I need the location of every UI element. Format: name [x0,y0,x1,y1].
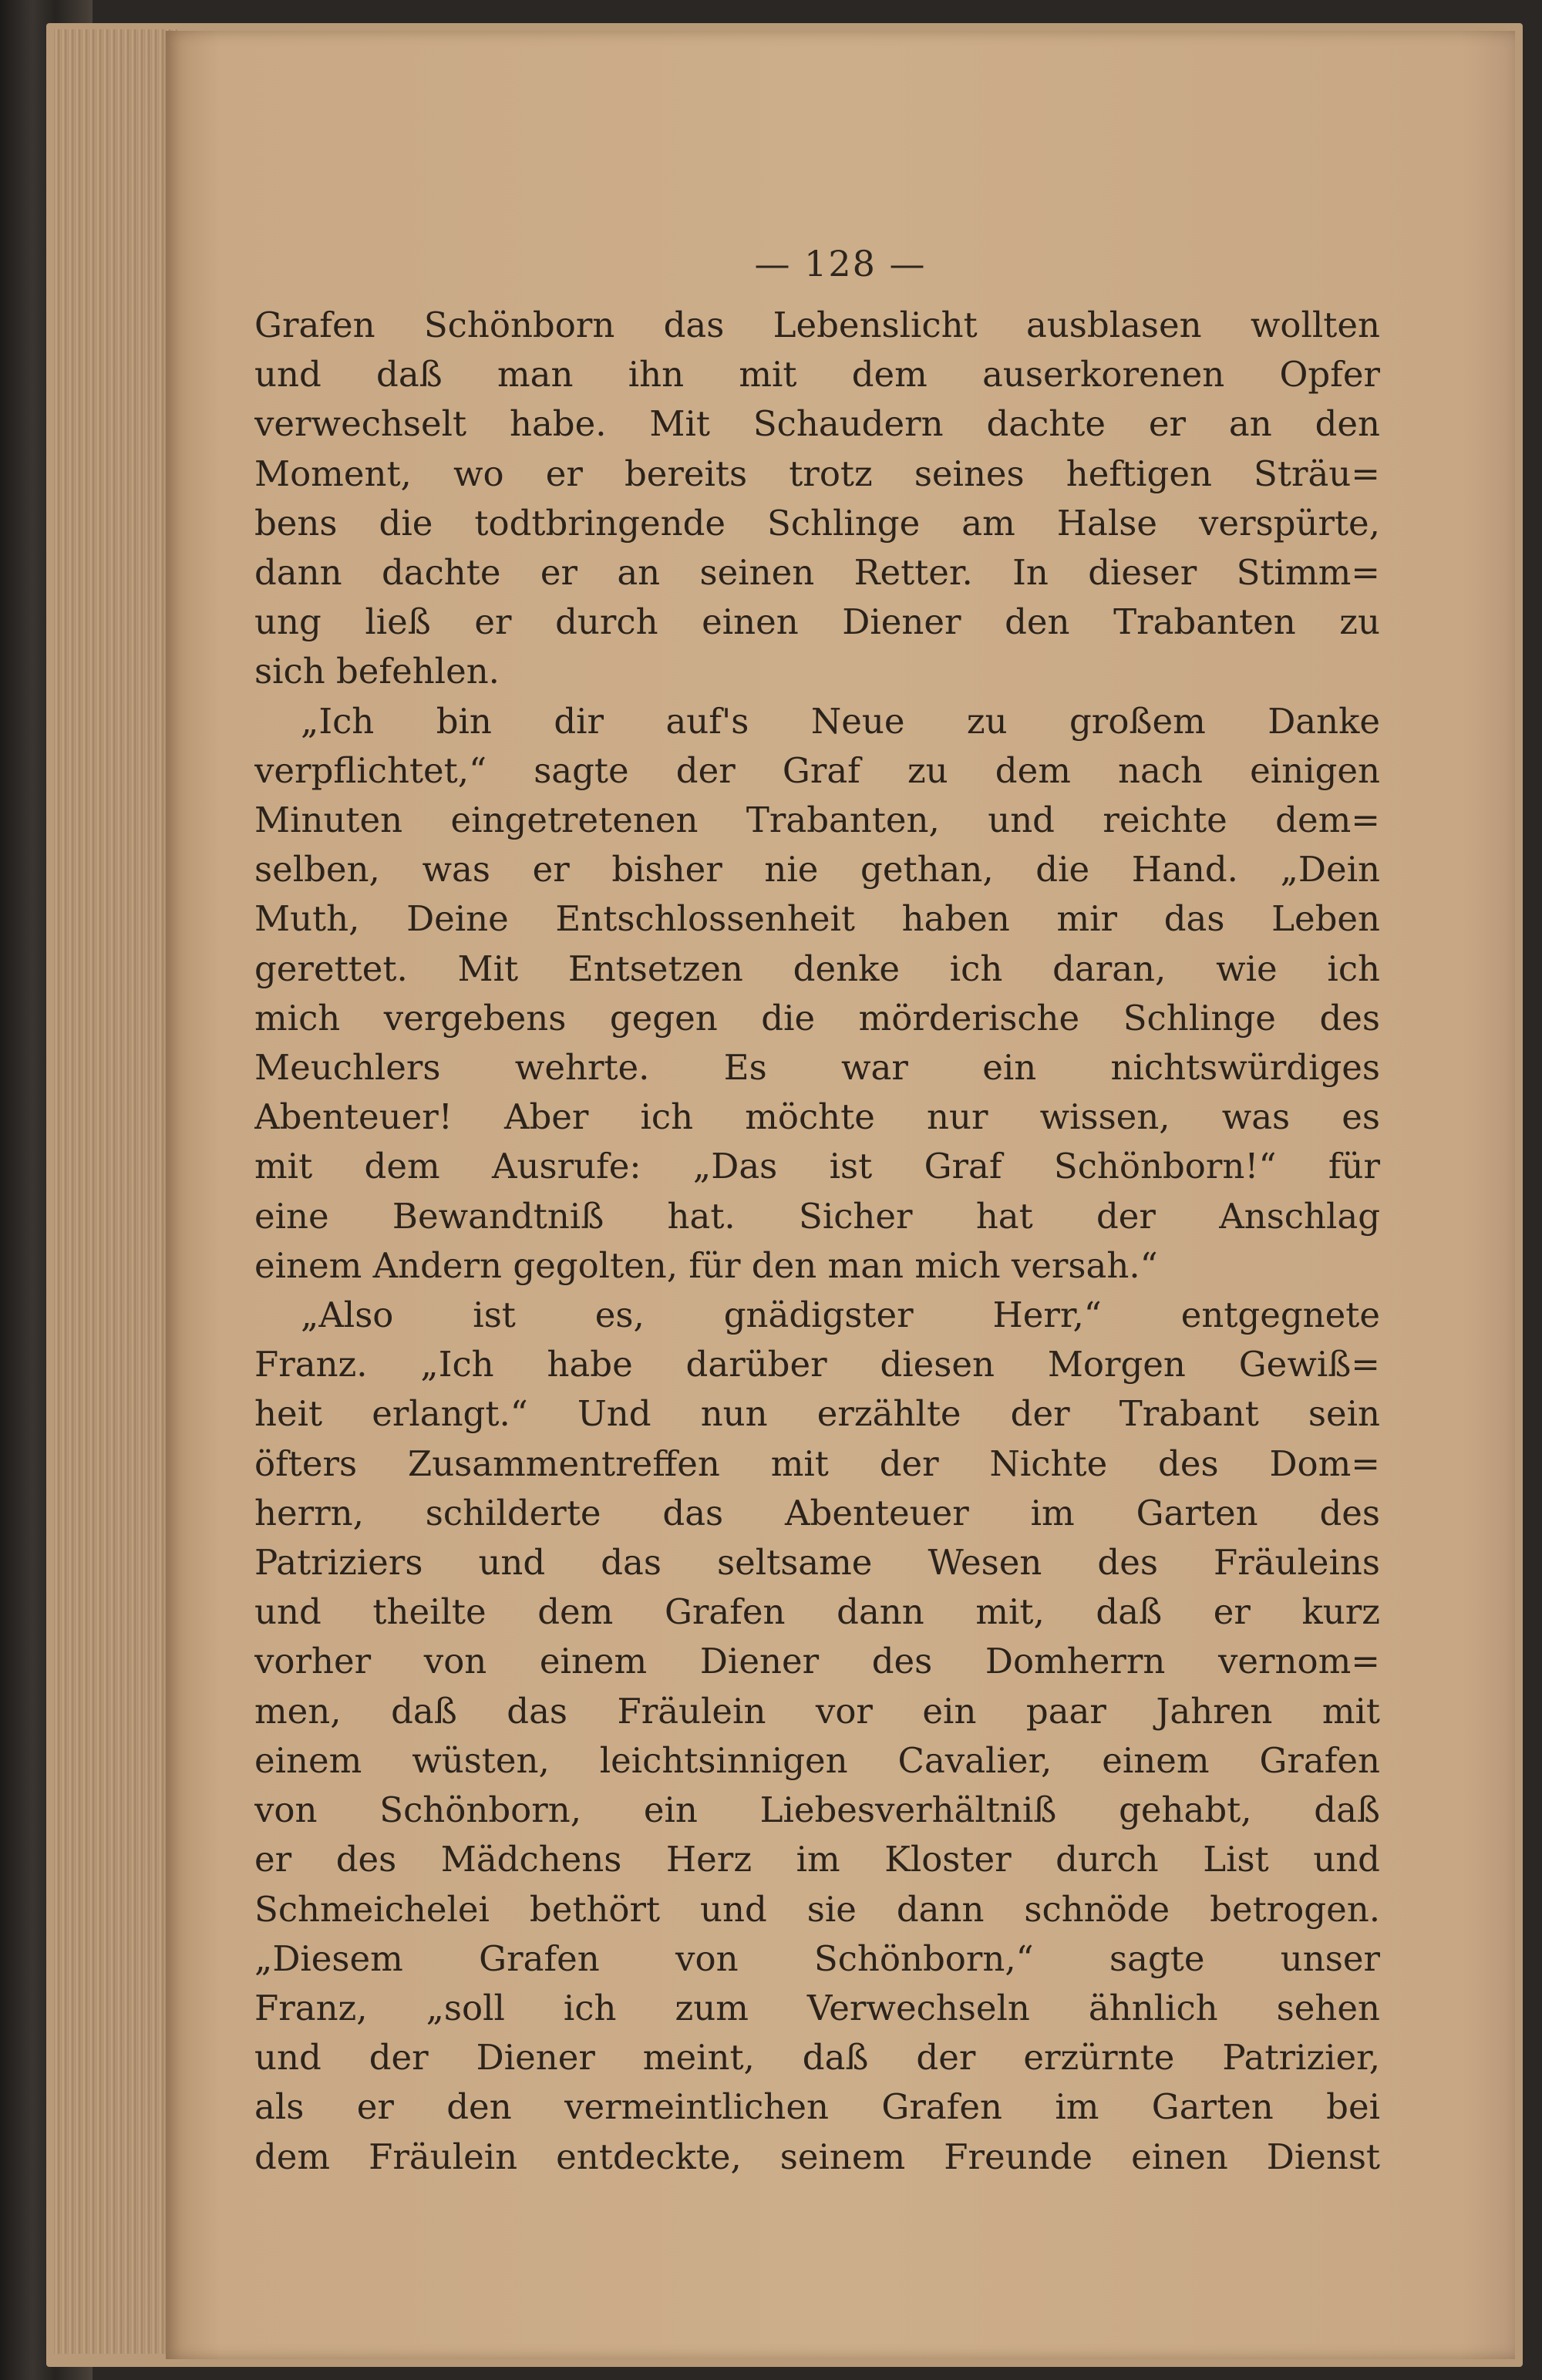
text-line: verpflichtet,“ sagte der Graf zu dem nach einigen [254,749,1380,791]
text-line: eine Bewandtniß hat. Sicher hat der Anschlag [254,1195,1380,1237]
text-line: Franz. „Ich habe darüber diesen Morgen Gewiß= [254,1344,1380,1385]
text-line: mit dem Ausrufe: „Das ist Graf Schönborn!“ für [254,1146,1380,1187]
text-line: Schmeichelei bethört und sie dann schnöde betrogen. [254,1888,1380,1930]
text-line: gerettet. Mit Entsetzen denke ich daran, wie ich [254,948,1380,989]
text-line: Minuten eingetretenen Trabanten, und reichte dem= [254,800,1380,841]
text-line: sich befehlen. [254,651,500,692]
text-line: „Ich bin dir auf's Neue zu großem Danke [301,700,1380,742]
text-line: vorher von einem Diener des Domherrn vernom= [254,1641,1380,1682]
text-line: bens die todtbringende Schlinge am Halse verspürte, [254,502,1380,544]
text-line: und daß man ihn mit dem auserkorenen Opfer [254,354,1380,396]
text-line: verwechselt habe. Mit Schaudern dachte er an den [254,403,1380,445]
text-line: Moment, wo er bereits trotz seines heftigen Sträu= [254,453,1380,494]
text-line: und der Diener meint, daß der erzürnte Patrizier, [254,2037,1380,2079]
text-line: dann dachte er an seinen Retter. In dieser Stimm= [254,552,1380,594]
text-line: ung ließ er durch einen Diener den Trabanten zu [254,601,1380,643]
text-line: mich vergebens gegen die mörderische Schlinge des [254,997,1380,1039]
page-edges [54,29,177,2354]
text-line: men, daß das Fräulein vor ein paar Jahren mit [254,1690,1380,1732]
text-line: „Diesem Grafen von Schönborn,“ sagte unser [254,1937,1380,1979]
text-line: und theilte dem Grafen dann mit, daß er kurz [254,1591,1380,1633]
text-line: er des Mädchens Herz im Kloster durch List und [254,1839,1380,1880]
text-line: als er den vermeintlichen Grafen im Garten bei [254,2086,1380,2128]
text-line: heit erlangt.“ Und nun erzählte der Trabant sein [254,1393,1380,1435]
text-line: öfters Zusammentreffen mit der Nichte des Dom= [254,1442,1380,1484]
text-line: einem Andern gegolten, für den man mich versah.“ [254,1244,1158,1286]
page-body-text [254,301,1380,2182]
text-line: einem wüsten, leichtsinnigen Cavalier, einem Grafen [254,1739,1380,1781]
text-line: Patriziers und das seltsame Wesen des Fräuleins [254,1542,1380,1584]
text-line: von Schönborn, ein Liebesverhältniß gehabt, daß [254,1789,1380,1831]
text-line: Abenteuer! Aber ich möchte nur wissen, was es [254,1096,1380,1138]
text-line: „Also ist es, gnädigster Herr,“ entgegnete [301,1294,1380,1336]
text-line: Grafen Schönborn das Lebenslicht ausblasen wollten [254,305,1380,345]
text-line: Muth, Deine Entschlossenheit haben mir das Leben [254,898,1380,940]
text-line: herrn, schilderte das Abenteuer im Garten des [254,1492,1380,1533]
text-line: Franz, „soll ich zum Verwechseln ähnlich sehen [254,1987,1380,2028]
text-line: dem Fräulein entdeckte, seinem Freunde einen Dienst [254,2136,1380,2177]
page-number: — 128 — [754,243,927,284]
text-line: Meuchlers wehrte. Es war ein nichtswürdiges [254,1047,1380,1089]
text-line: selben, was er bisher nie gethan, die Hand. „Dein [254,849,1380,890]
